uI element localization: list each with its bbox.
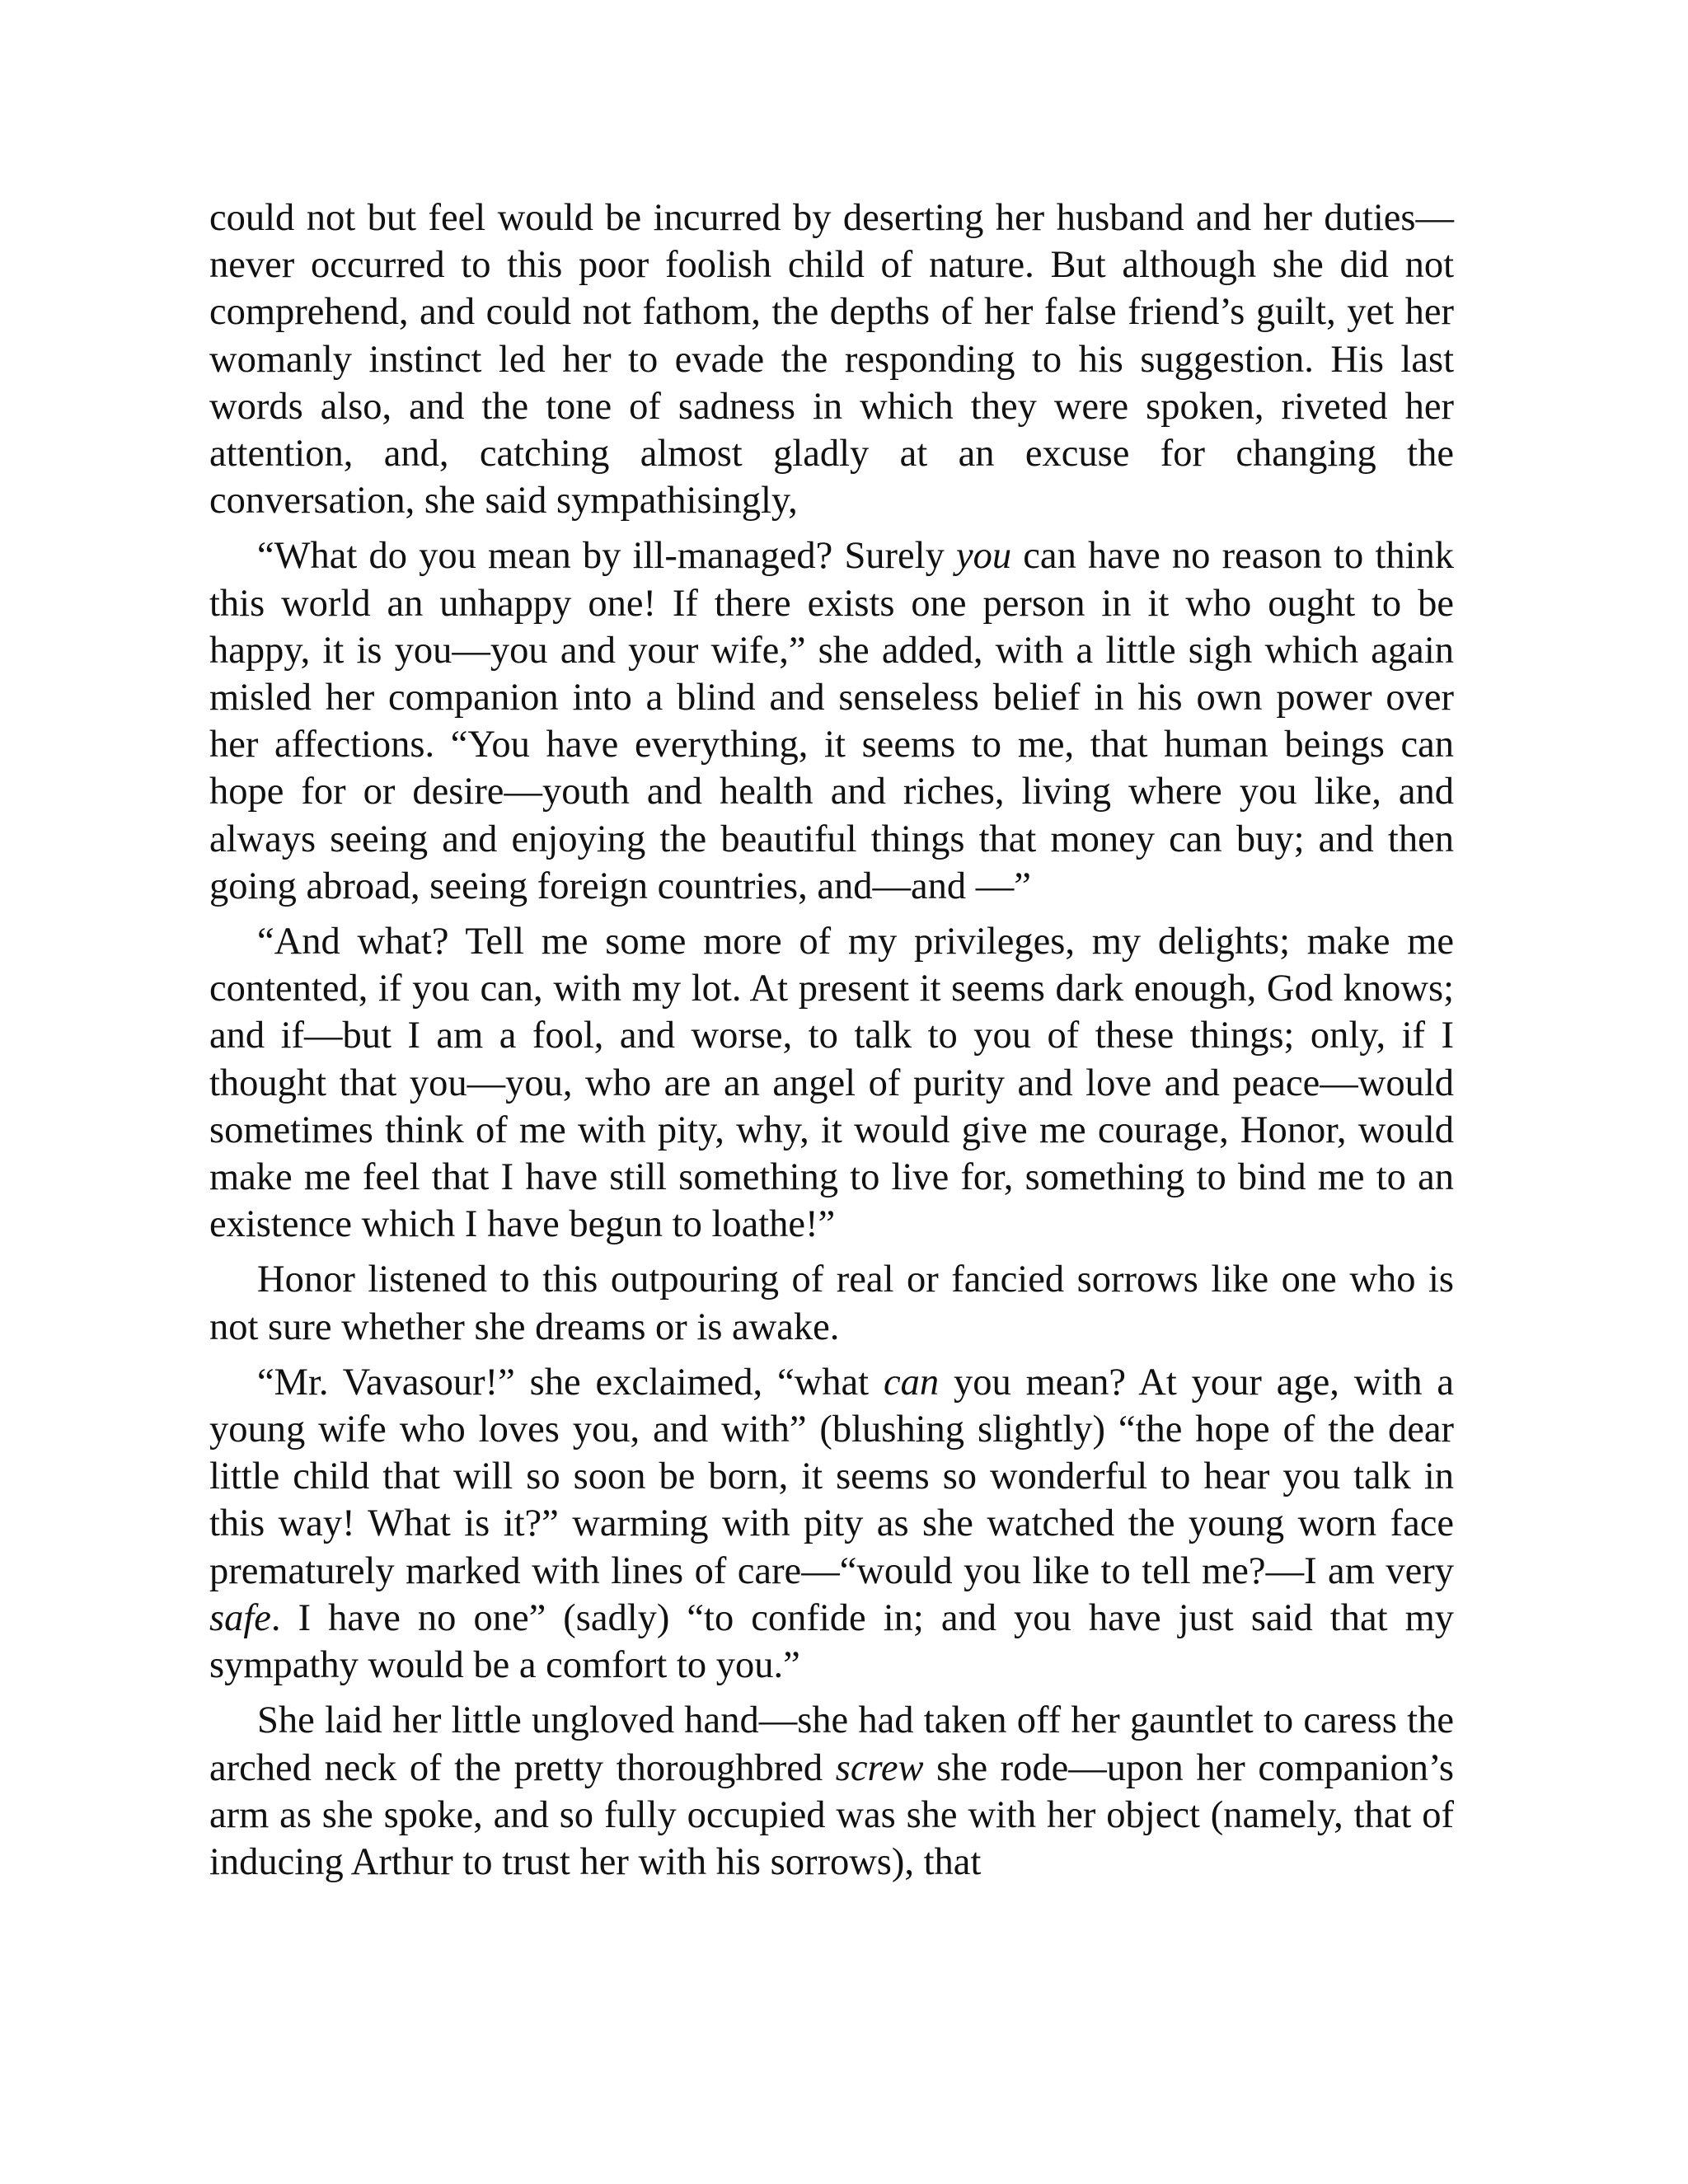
text-segment: “And what? Tell me some more of my privileges, my delights; make me contented, if you can, with my lot. At present it seems dark enough, God knows; and if—but I am a fool, and worse, to talk to you of these things; only, if I thought that you—you, who are an angel of purity and love and peace—would sometimes think of me with pity, why, it would give me courage, Honor, would make me feel that I have still something to live for, something to bind me to an existence which I have begun to loathe!” bbox=[209, 921, 1454, 1246]
italic-text-segment: screw bbox=[835, 1746, 924, 1789]
text-segment: . I have no one” (sadly) “to confide in; and you have just said that my sympathy would be a comfort to you.” bbox=[209, 1596, 1454, 1687]
text-segment: you mean? At your age, with a young wife who loves you, and with” (blushing slightly) “the hope of the dear little child that will so soon be born, it seems so wonderful to hear you talk in this way! What is it?” warming with pity as she watched the young worn face prematurely marked with lines of care—“would you like to tell me?—I am very bbox=[209, 1361, 1454, 1592]
italic-text-segment: safe bbox=[209, 1596, 271, 1639]
italic-text-segment: you bbox=[956, 535, 1012, 578]
paragraph bbox=[209, 1359, 1454, 1689]
text-segment: she rode—upon her companion’s arm as she spoke, and so fully occupied was she with her object (namely, that of inducing Arthur to trust her with his sorrows), that bbox=[209, 1746, 1454, 1883]
italic-text-segment: can bbox=[883, 1361, 940, 1404]
paragraph bbox=[209, 1697, 1454, 1886]
text-segment: “What do you mean by ill-managed? Surely bbox=[257, 535, 956, 578]
text-segment: “Mr. Vavasour!” she exclaimed, “what bbox=[257, 1361, 884, 1404]
paragraph bbox=[209, 1256, 1454, 1350]
paragraph bbox=[209, 532, 1454, 910]
page-body bbox=[209, 194, 1454, 1886]
paragraph bbox=[209, 194, 1454, 524]
text-segment: could not but feel would be incurred by deserting her husband and her duties—never occurred to this poor foolish child of nature. But although she did not comprehend, and could not fathom, the depths of her false friend’s guilt, yet her womanly instinct led her to evade the responding to his suggestion. His last words also, and the tone of sadness in which they were spoken, riveted her attention, and, catching almost gladly at an excuse for changing the conversation, she said sympathisingly, bbox=[209, 197, 1454, 523]
text-segment: Honor listened to this outpouring of real or fancied sorrows like one who is not sure whether she dreams or is awake. bbox=[209, 1258, 1454, 1348]
text-segment: She laid her little ungloved hand—she had taken off her gauntlet to caress the arched neck of the pretty thoroughbred bbox=[209, 1699, 1454, 1789]
paragraph bbox=[209, 918, 1454, 1248]
text-segment: can have no reason to think this world an unhappy one! If there exists one person in it who ought to be happy, it is you—you and your wife,” she added, with a little sigh which again misled her companion into a blind and senseless belief in his own power over her affections. “You have everything, it seems to me, that human beings can hope for or desire—youth and health and riches, living where you like, and always seeing and enjoying the beautiful things that money can buy; and then going abroad, seeing foreign countries, and—and —” bbox=[209, 535, 1454, 907]
